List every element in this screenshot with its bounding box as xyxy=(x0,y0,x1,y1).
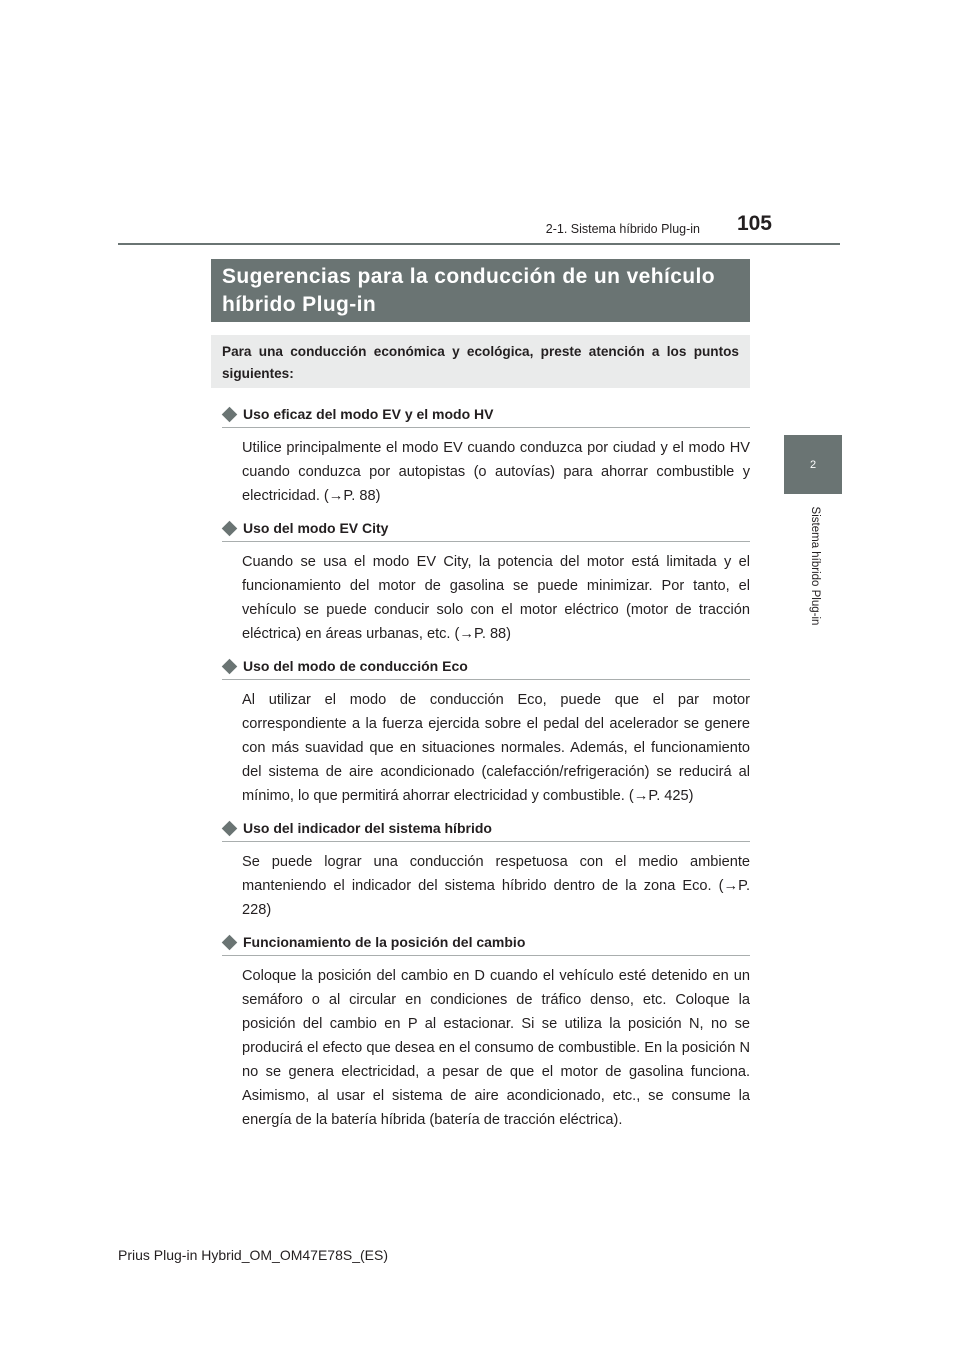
section-heading-text: Uso del indicador del sistema híbrido xyxy=(243,820,492,836)
section-heading-text: Uso eficaz del modo EV y el modo HV xyxy=(243,406,494,422)
header-divider xyxy=(118,243,840,245)
section-heading xyxy=(222,656,750,680)
section-heading xyxy=(222,932,750,956)
section-heading-text: Funcionamiento de la posición del cambio xyxy=(243,934,526,950)
section-heading xyxy=(222,518,750,542)
section xyxy=(222,404,750,508)
section-body: Se puede lograr una conducción respetuosa con el medio ambiente manteniendo el indicador del sistema híbrido dentro de la zona Eco. (→P. 228) xyxy=(242,854,750,918)
section-body: Cuando se usa el modo EV City, la potencia del motor está limitada y el funcionamiento del motor de gasolina se puede minimizar. Por tanto, el vehículo se puede conducir solo con el motor eléctrico (motor de tracción eléctrica) en áreas urbanas, etc. (→P. 88) xyxy=(242,554,750,642)
section-heading-text: Uso del modo de conducción Eco xyxy=(243,658,468,674)
section-heading xyxy=(222,404,750,428)
diamond-bullet-icon xyxy=(222,520,238,536)
section xyxy=(222,818,750,922)
diamond-bullet-icon xyxy=(222,406,238,422)
section-body: Utilice principalmente el modo EV cuando conduzca por ciudad y el modo HV cuando conduzca por autopistas (o autovías) para ahorrar combustible y electricidad. (→P. 88) xyxy=(242,440,750,504)
section xyxy=(222,932,750,1132)
section xyxy=(222,518,750,646)
intro-text: Para una conducción económica y ecológica, preste atención a los puntos siguientes: xyxy=(211,335,750,388)
chapter-title: Sistema híbrido Plug-in xyxy=(809,506,821,626)
diamond-bullet-icon xyxy=(222,934,238,950)
section xyxy=(222,656,750,808)
chapter-number: 2 xyxy=(809,458,817,471)
diamond-bullet-icon xyxy=(222,658,238,674)
page-number: 105 xyxy=(736,212,772,235)
section-heading xyxy=(222,818,750,842)
chapter-tab xyxy=(784,435,842,494)
sections-list xyxy=(222,404,750,1142)
diamond-bullet-icon xyxy=(222,820,238,836)
section-body: Al utilizar el modo de conducción Eco, puede que el par motor correspondiente a la fuerza ejercida sobre el pedal del acelerador se genere con más suavidad que en situaciones normales. Además, el funcionamiento del sistema de aire acondicionado (calefacción/refrigeración) se reducirá al mínimo, lo que permitirá ahorrar electricidad y combustible. (→P. 425) xyxy=(242,692,750,804)
section-label: 2-1. Sistema híbrido Plug-in xyxy=(545,222,700,236)
section-body: Coloque la posición del cambio en D cuando el vehículo esté detenido en un semáforo o al circular en condiciones de tráfico denso, etc. Coloque la posición del cambio en P al estacionar. Si se utiliza la posición N, no se producirá el efecto que desea en el consumo de combustible. En la posición N no se genera electricidad, a pesar de que el motor de gasolina funciona. Asimismo, al usar el sistema de aire acondicionado, etc., se consume la energía de la batería híbrida (batería de tracción eléctrica). xyxy=(242,968,750,1128)
page-title: Sugerencias para la conducción de un vehículo híbrido Plug-in xyxy=(211,259,750,322)
footer-document-id: Prius Plug-in Hybrid_OM_OM47E78S_(ES) xyxy=(118,1247,388,1263)
section-heading-text: Uso del modo EV City xyxy=(243,520,389,536)
